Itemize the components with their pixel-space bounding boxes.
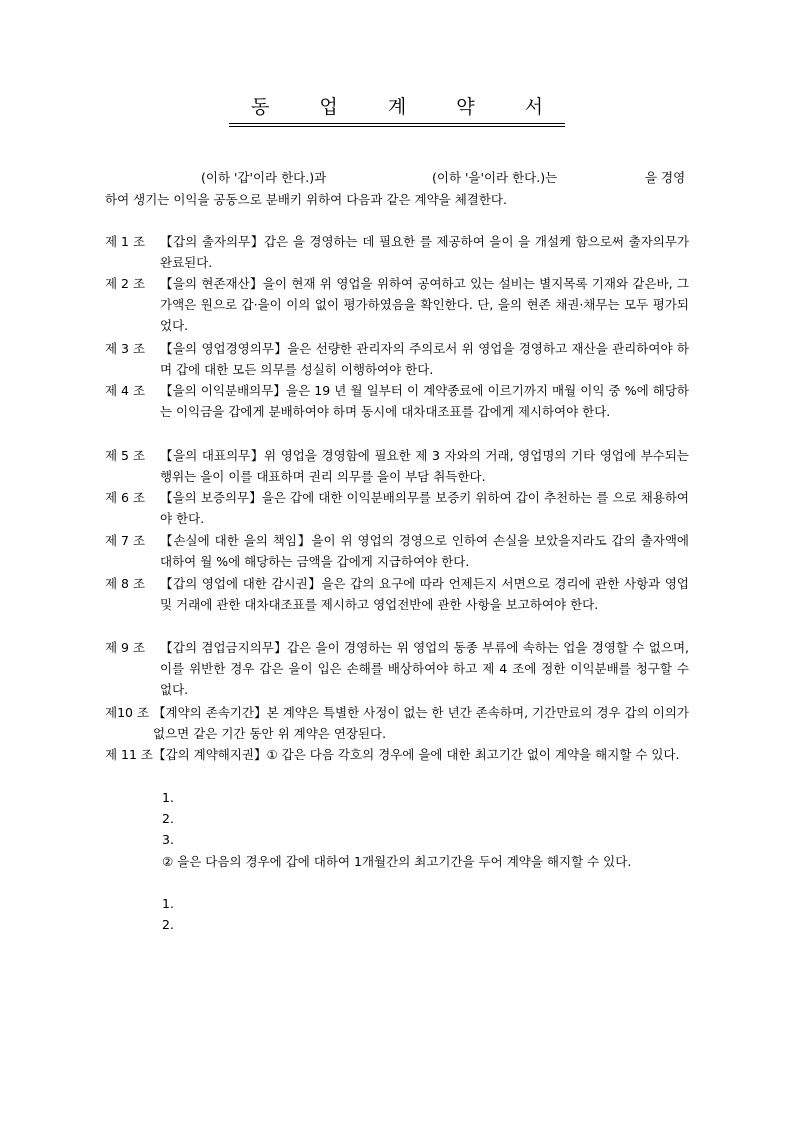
intro-part-1: (이하 '갑'이라 한다.)과 (201, 170, 327, 185)
intro-line-1 (105, 167, 689, 189)
article-number: 제 6 조 (105, 490, 146, 505)
article-text: 【손실에 대한 을의 책임】을이 위 영업의 경영으로 인하여 손실을 보았을지라도 갑의 출자액에 대하여 월 %에 해당하는 금액을 갑에게 지급하여야 한다. (160, 533, 689, 569)
article-number: 제 5 조 (105, 448, 146, 463)
article-1 (105, 231, 689, 273)
article-number: 제 7 조 (105, 533, 146, 548)
article-5 (105, 445, 689, 487)
article-11 (105, 744, 689, 765)
article-number: 제 8 조 (105, 576, 146, 591)
intro-paragraph (105, 167, 689, 211)
art11-item-a2: 2. (162, 811, 174, 826)
article-number: 제 2 조 (105, 276, 146, 291)
article-10 (105, 702, 689, 744)
title-wrap (0, 92, 794, 127)
article-8 (105, 573, 689, 615)
art11-paragraph-2: ② 을은 다음의 경우에 갑에 대하여 1개월간의 최고기간을 두어 계약을 해지할 수 있다. (162, 854, 632, 869)
art11-item-b1: 1. (162, 896, 174, 911)
article-text: 【을의 이익분배의무】을은 19 년 월 일부터 이 계약종료에 이르기까지 매월 이익 중 %에 해당하는 이익금을 갑에게 분배하여야 하며 동시에 대차대조표를 갑에게 제시하여야 한다. (160, 383, 689, 419)
intro-part-2: (이하 '을'이라 한다.)는 (432, 170, 558, 185)
art11-item-a1: 1. (162, 790, 174, 805)
article-text: 【을의 현존재산】을이 현재 위 영업을 위하여 공여하고 있는 설비는 별지목록 기재와 같은바, 그 가액은 원으로 갑·을이 이의 없이 평가하였음을 확인한다. 단, 을의 현존 채권·채무는 모두 평가되었다. (160, 276, 689, 333)
article-9 (105, 637, 689, 700)
article-text: 【갑의 영업에 대한 감시권】을은 갑의 요구에 따라 언제든지 서면으로 경리에 관한 사항과 영업 및 거래에 관한 대차대조표를 제시하고 영업전반에 관한 사항을 보고하여야 한다. (160, 576, 689, 612)
article-text: 【을의 대표의무】위 영업을 경영함에 필요한 제 3 자와의 거래, 영업명의 기타 영업에 부수되는 행위는 을이 이를 대표하며 권리 의무를 을이 부담 취득한다. (160, 448, 689, 484)
article-number: 제 1 조 (105, 234, 146, 249)
article-text: 【을의 보증의무】을은 갑에 대한 이익분배의무를 보증키 위하여 갑이 추천하는 를 으로 채용하여야 한다. (160, 490, 689, 526)
intro-part-3: 을 경영 (645, 170, 686, 185)
article-number: 제 4 조 (105, 383, 146, 398)
article-number: 제10 조 (105, 705, 150, 720)
article-text: 【갑의 겸업금지의무】갑은 을이 경영하는 위 영업의 동종 부류에 속하는 업을 경영할 수 없으며, 이를 위반한 경우 갑은 을이 입은 손해를 배상하여야 하고 제 4 조에 정한 이익분배를 청구할 수 없다. (160, 640, 689, 697)
article-text: 【갑의 계약해지권】① 갑은 다음 각호의 경우에 을에 대한 최고기간 없이 계약을 해지할 수 있다. (153, 747, 680, 762)
article-2 (105, 273, 689, 336)
article-6 (105, 487, 689, 529)
article-4 (105, 380, 689, 422)
article-text: 【을의 영업경영의무】을은 선량한 관리자의 주의로서 위 영업을 경영하고 재산을 관리하여야 하며 갑에 대한 모든 의무를 성실히 이행하여야 한다. (160, 341, 689, 377)
article-number: 제 9 조 (105, 640, 146, 655)
article-text: 【계약의 존속기간】본 계약은 특별한 사정이 없는 한 년간 존속하며, 기간만료의 경우 갑의 이의가 없으면 같은 기간 동안 위 계약은 연장된다. (153, 705, 689, 741)
article-text: 【갑의 출자의무】갑은 을 경영하는 데 필요한 를 제공하여 을이 을 개설케 함으로써 출자의무가 완료된다. (160, 234, 689, 270)
article-3 (105, 338, 689, 380)
article-number: 제 11 조 (105, 747, 154, 762)
art11-item-b2: 2. (162, 917, 174, 932)
document-title: 동 업 계 약 서 (229, 92, 565, 127)
art11-item-a3: 3. (162, 832, 174, 847)
article-7 (105, 530, 689, 572)
intro-line-2: 하여 생기는 이익을 공동으로 분배키 위하여 다음과 같은 계약을 체결한다. (105, 192, 507, 207)
article-number: 제 3 조 (105, 341, 146, 356)
